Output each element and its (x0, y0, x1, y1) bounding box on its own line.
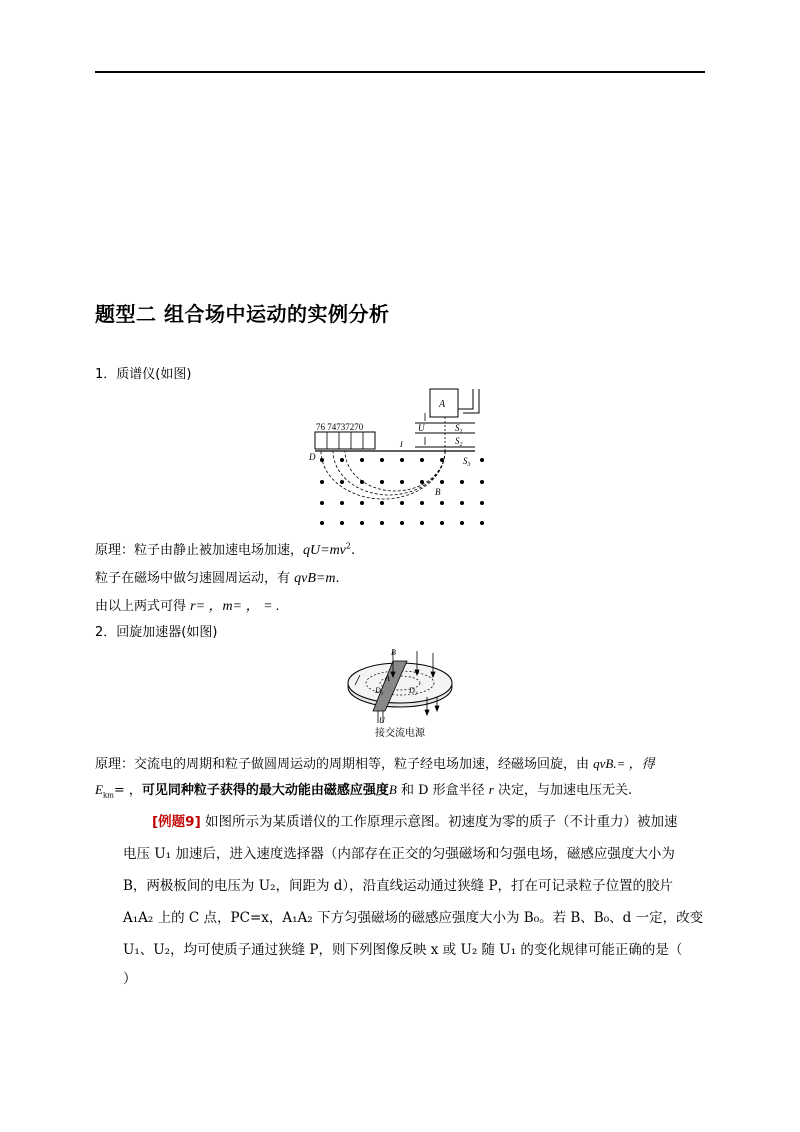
example-line-4: A₁A₂ 上的 C 点，PC=x，A₁A₂ 下方匀强磁场的磁感应强度大小为 B₀。若 B、B₀、d 一定，改变 (123, 910, 704, 926)
cyc-label-D2: D (409, 686, 415, 695)
label-U: U (418, 423, 425, 433)
item2-principle-b: $E_{km}=$ ，可见同种粒子获得的最大动能由磁感应强度B 和 D 形盒半径 r 决定，与加速电压无关. (95, 782, 633, 800)
item2-heading: 2．回旋加速器(如图) (95, 625, 218, 640)
cyclotron-figure (345, 645, 460, 727)
example-line-3: B，两极板间的电压为 U₂，间距为 d），沿直线运动通过狭缝 P，打在可记录粒子位置的胶片 (123, 878, 674, 894)
label-S2: S (455, 436, 460, 446)
label-S1-sub: 1 (459, 429, 463, 435)
film-labels: 76 74737270 (316, 422, 364, 432)
item1-principle-a: 原理：粒子由静止被加速电场加速，$qU=mv^2$. (95, 541, 356, 558)
item1-heading: 1．质谱仪(如图) (95, 367, 192, 382)
label-A: A (439, 399, 446, 410)
svg-text:D2: $D_2$ (409, 686, 418, 697)
item1-principle-b: 粒子在磁场中做匀速圆周运动，有 qvB=m. (95, 571, 340, 586)
example-line-1: [例题9] 如图所示为某质谱仪的工作原理示意图。初速度为零的质子（不计重力）被加速 (152, 814, 678, 830)
example-line-6: ） (123, 971, 137, 987)
mass-spectrometer-figure (305, 385, 505, 530)
cyclotron-caption: 接交流电源 (375, 728, 425, 739)
label-S3-sub: 3 (467, 462, 471, 468)
item1-principle-c: 由以上两式可得 r= ，m= ， = . (95, 599, 280, 614)
cyc-label-D1: D (375, 686, 381, 695)
example-line-5: U₁、U₂，均可使质子通过狭缝 P，则下列图像反映 x 或 U₂ 随 U₁ 的变化规律可能正确的是（ (123, 942, 683, 958)
header-rule (95, 71, 705, 73)
label-D: D (309, 452, 316, 462)
cyc-label-A: A (385, 674, 390, 683)
label-I: I (400, 440, 403, 449)
label-S2-sub: 2 (459, 442, 463, 448)
label-S1: S (455, 423, 460, 433)
section-title: 题型二 组合场中运动的实例分析 (95, 302, 390, 326)
item2-principle-a: 原理：交流电的周期和粒子做圆周运动的周期相等，粒子经电场加速，经磁场回旋，由 qvB.= ，得 (95, 756, 655, 772)
svg-text:D1: $D_1$ (375, 686, 384, 697)
cyc-label-U: U (379, 716, 385, 725)
svg-text:S2 (455, 436, 463, 448)
label-S3: S (463, 456, 468, 466)
example-line-2: 电压 U₁ 加速后，进入速度选择器（内部存在正交的匀强磁场和匀强电场，磁感应强度大小为 (123, 846, 675, 862)
label-B: B (435, 487, 441, 497)
svg-text:S3 (463, 456, 471, 468)
cyc-label-B: B (391, 648, 396, 657)
example-tag: [例题9] (152, 814, 201, 830)
